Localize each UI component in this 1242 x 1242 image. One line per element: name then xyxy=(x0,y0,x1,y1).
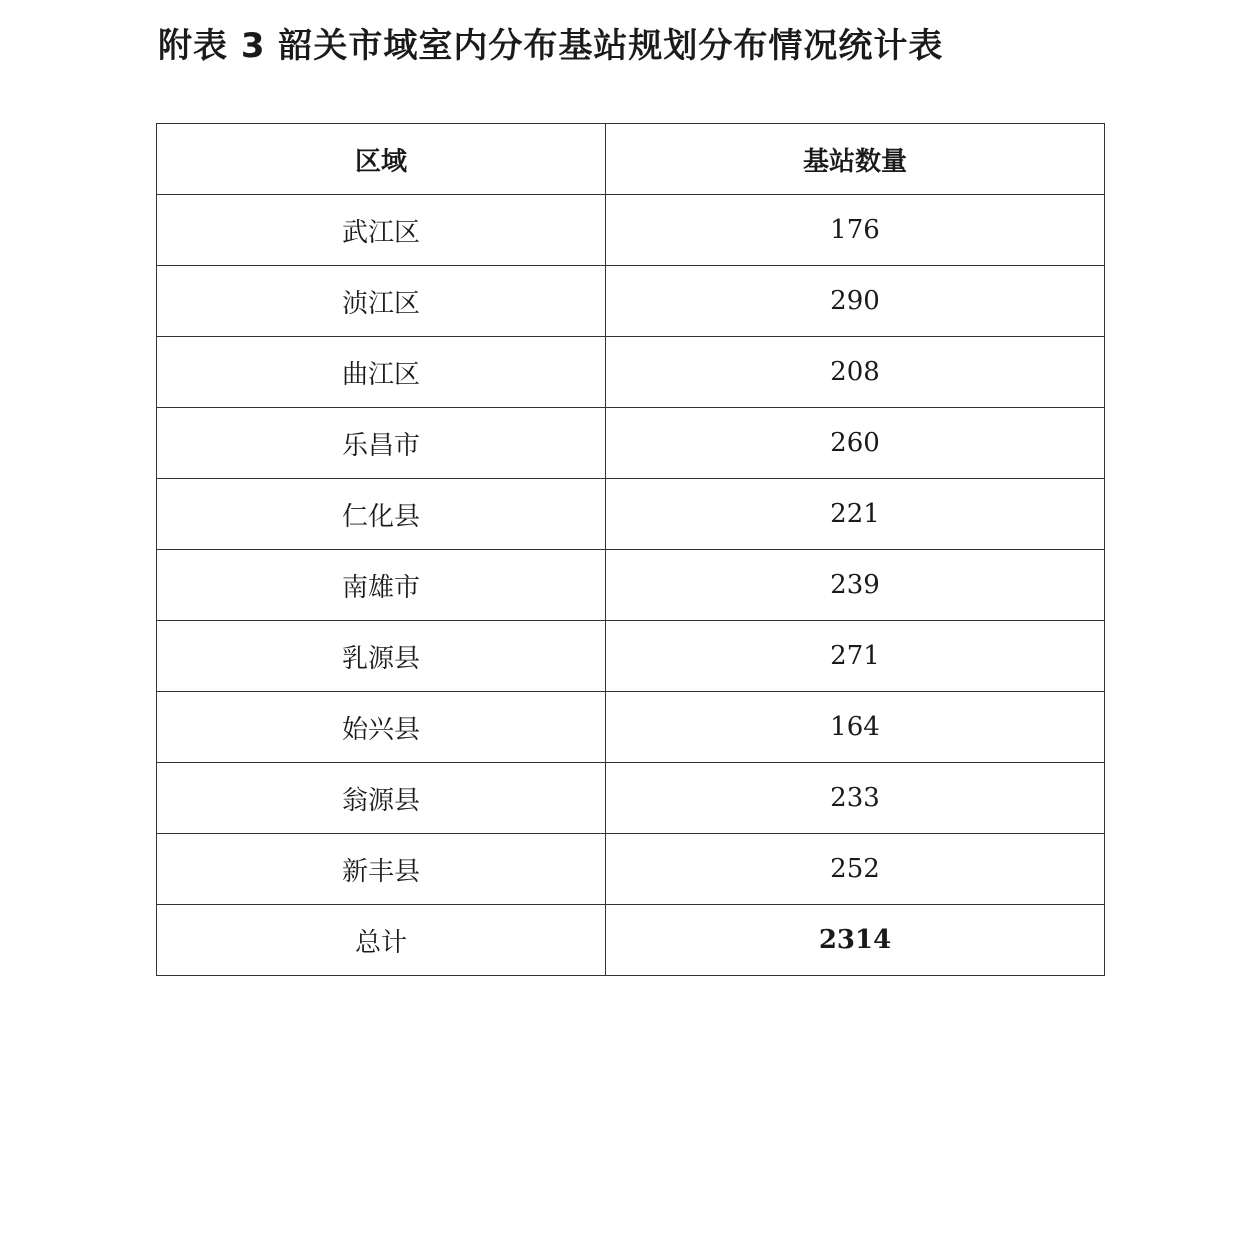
region-cell: 曲江区 xyxy=(157,337,606,408)
table-header-row xyxy=(157,124,1105,195)
total-row xyxy=(157,905,1105,976)
region-cell: 浈江区 xyxy=(157,266,606,337)
table-row xyxy=(157,479,1105,550)
count-cell: 252 xyxy=(606,834,1105,905)
base-station-table xyxy=(156,123,1105,976)
count-cell: 176 xyxy=(606,195,1105,266)
table-row xyxy=(157,337,1105,408)
table-row xyxy=(157,408,1105,479)
table-row xyxy=(157,550,1105,621)
total-count-cell: 2314 xyxy=(606,905,1105,976)
count-cell: 233 xyxy=(606,763,1105,834)
count-cell: 239 xyxy=(606,550,1105,621)
region-cell: 乐昌市 xyxy=(157,408,606,479)
region-cell: 新丰县 xyxy=(157,834,606,905)
count-cell: 164 xyxy=(606,692,1105,763)
count-cell: 260 xyxy=(606,408,1105,479)
count-cell: 208 xyxy=(606,337,1105,408)
table-row xyxy=(157,195,1105,266)
count-cell: 290 xyxy=(606,266,1105,337)
table-row xyxy=(157,621,1105,692)
region-cell: 始兴县 xyxy=(157,692,606,763)
total-label-cell: 总计 xyxy=(157,905,606,976)
count-cell: 221 xyxy=(606,479,1105,550)
header-region: 区域 xyxy=(157,124,606,195)
region-cell: 仁化县 xyxy=(157,479,606,550)
table-row xyxy=(157,763,1105,834)
page-title: 附表 3 韶关市域室内分布基站规划分布情况统计表 xyxy=(158,26,944,66)
region-cell: 南雄市 xyxy=(157,550,606,621)
region-cell: 乳源县 xyxy=(157,621,606,692)
header-count: 基站数量 xyxy=(606,124,1105,195)
table-row xyxy=(157,266,1105,337)
count-cell: 271 xyxy=(606,621,1105,692)
table-row xyxy=(157,692,1105,763)
region-cell: 翁源县 xyxy=(157,763,606,834)
region-cell: 武江区 xyxy=(157,195,606,266)
table-row xyxy=(157,834,1105,905)
